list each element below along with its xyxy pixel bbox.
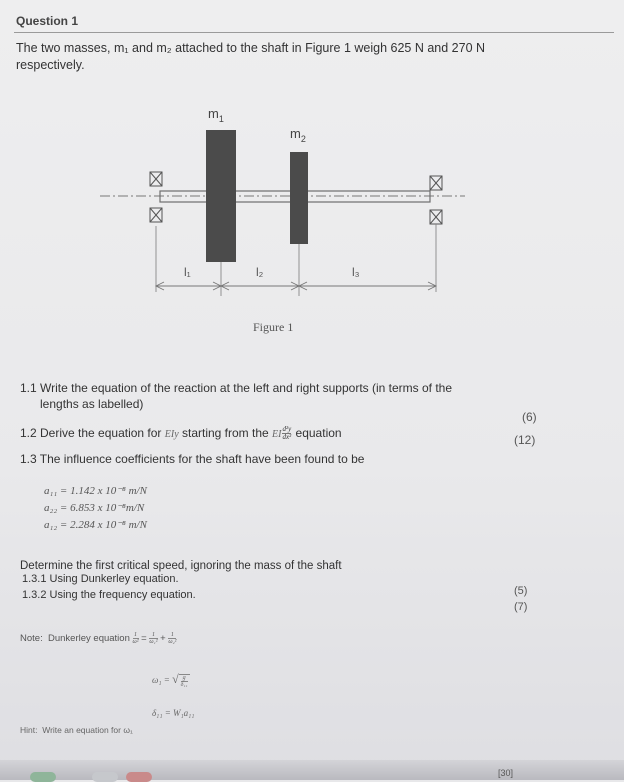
question-1-2 <box>20 426 342 441</box>
coefficient-a11: a₁₁ = 1.142 x 10⁻⁸ m/N <box>44 485 147 497</box>
critical-speed-intro: Determine the first critical speed, ignoring the mass of the shaft <box>20 560 342 572</box>
intro-line-1: The two masses, m₁ and m₂ attached to the shaft in Figure 1 weigh 625 N and 270 N <box>16 41 486 55</box>
q12-ei: EI <box>272 429 282 440</box>
question-1-3-1: 1.3.1 Using Dunkerley equation. <box>22 573 179 585</box>
mark-1-3-2: (7) <box>514 601 528 613</box>
mass-m1 <box>206 130 236 262</box>
note-eq1-term1: $\frac{1}{\text{ω₁²}}$ <box>149 632 158 645</box>
header-divider <box>14 32 614 33</box>
total-marks: [30] <box>498 768 514 778</box>
note-eq1-lhs: $\frac{1}{\text{ω²}}$ <box>132 632 139 645</box>
figure-caption: Figure 1 <box>253 320 294 334</box>
figure-1-shaft-diagram <box>90 100 470 310</box>
question-1-3: 1.3 The influence coefficients for the shaft have been found to be <box>20 452 365 466</box>
label-m1: $m_1$ <box>208 106 224 124</box>
note-eq2-fraction: $\frac{g}{\text{δ₁₁}}$ <box>180 674 188 688</box>
label-m2: $m_2$ <box>290 126 306 144</box>
q12-ely: EIy <box>164 429 179 440</box>
right-bearing <box>430 176 442 224</box>
hint-label: Hint: <box>20 725 38 735</box>
hint-text: Write an equation for ω₁ <box>42 725 133 735</box>
taskbar-blob-grey <box>92 772 118 782</box>
mass-m2 <box>290 152 308 244</box>
label-l3: l₃ <box>352 265 360 279</box>
q12-prefix: 1.2 Derive the equation for <box>20 426 165 440</box>
coefficient-a12: a₁₂ = 2.284 x 10⁻⁸ m/N <box>44 519 147 531</box>
label-l2: l₂ <box>256 265 264 279</box>
dimension-lines <box>156 282 436 290</box>
note-eq2 <box>152 672 190 688</box>
note-line: Note: Dunkerley equation $\frac{1}{\text{ω²}}$ = $\frac{1}{\text{ω₁²}}$ + $\frac{1}{\text{ω₂²}}$ <box>20 632 177 645</box>
sqrt-sign: √ <box>172 672 179 686</box>
question-title: Question 1 <box>16 14 79 28</box>
hint-line <box>20 725 133 735</box>
intro-line-2: respectively. <box>16 58 85 72</box>
note-text: Dunkerley equation <box>48 633 130 645</box>
coefficient-a22: a₂₂ = 6.853 x 10⁻⁸m/N <box>44 502 145 514</box>
note-eq2-lhs: ω₁ = <box>152 675 170 685</box>
q12-mid: starting from the <box>178 426 273 440</box>
question-1-1-line1: 1.1 Write the equation of the reaction at the left and right supports (in terms of the <box>20 381 453 395</box>
q12-suffix: equation <box>292 426 342 440</box>
note-eq3: δ₁₁ = W₁a₁₁ <box>152 708 195 718</box>
note-label: Note: <box>20 633 43 645</box>
question-1-1-line2: lengths as labelled) <box>40 397 144 411</box>
taskbar-blob-red <box>126 772 152 782</box>
q12-fraction: $\frac{\text{d²y}}{\text{dx²}}$ <box>282 425 292 442</box>
mark-1-2: (12) <box>514 433 536 447</box>
question-1-3-2: 1.3.2 Using the frequency equation. <box>22 589 196 601</box>
mark-1-1: (6) <box>522 410 537 424</box>
label-l1: l₁ <box>184 265 191 279</box>
question-intro <box>16 40 576 74</box>
mark-1-3-1: (5) <box>514 585 528 597</box>
taskbar-blob-green <box>30 772 56 782</box>
note-eq1-term2: $\frac{1}{\text{ω₂²}}$ <box>168 632 177 645</box>
